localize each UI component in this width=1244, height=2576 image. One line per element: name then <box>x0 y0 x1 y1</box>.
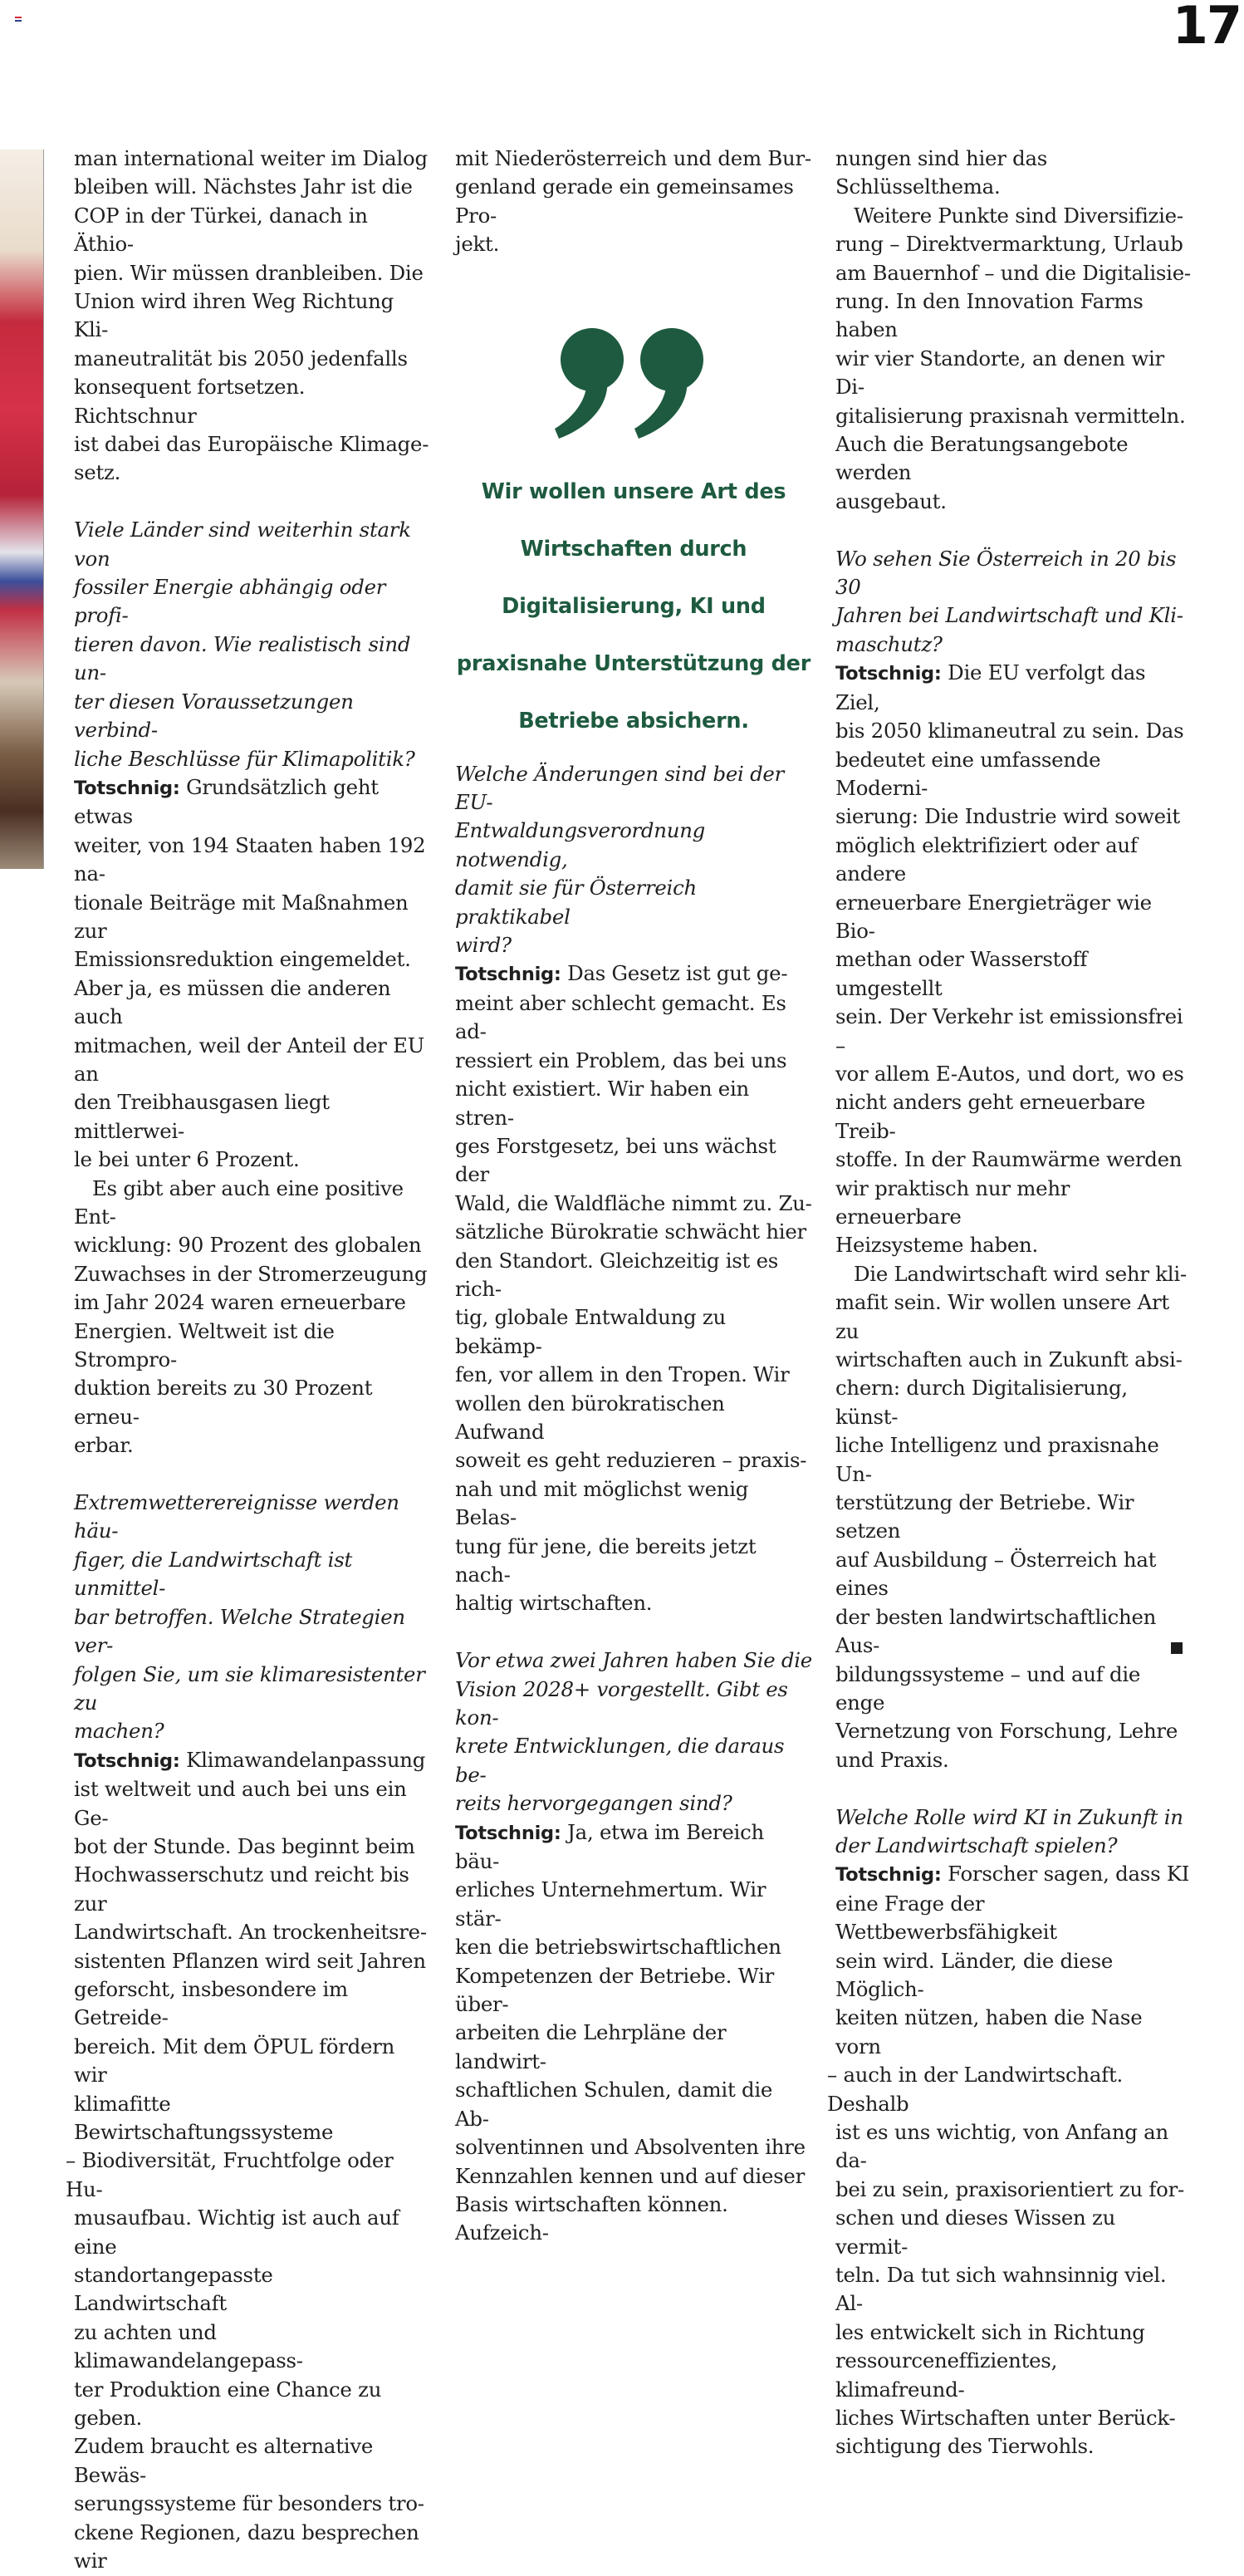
text-line: klimafitte Bewirtschaftungssysteme <box>74 2091 334 2144</box>
text-line: ressourceneffizientes, klimafreund- <box>835 2348 1058 2402</box>
text-line: krete Entwicklungen, die daraus be- <box>455 1734 785 1787</box>
text-line: weiter, von 194 Staaten haben 192 na- <box>74 832 426 886</box>
text-line: am Bauernhof – und die Digitalisie- <box>835 260 1191 285</box>
text-line: jekt. <box>455 232 500 257</box>
text-line: fen, vor allem in den Tropen. Wir <box>455 1362 790 1387</box>
text-line: tig, globale Entwaldung zu bekämp- <box>455 1305 726 1358</box>
text-line: Union wird ihren Weg Richtung Kli- <box>74 289 394 342</box>
text-line: Jahren bei Landwirtschaft und Kli- <box>835 603 1183 628</box>
text-line: Welche Rolle wird KI in Zukunft in <box>835 1804 1183 1829</box>
text-line: les entwickelt sich in Richtung <box>835 2319 1145 2344</box>
text-line: Basis wirtschaften können. Aufzeich- <box>455 2191 728 2245</box>
text-line: serungssysteme für besonders tro- <box>74 2491 424 2516</box>
text-line: wird? <box>455 933 512 958</box>
text-line: liche Intelligenz und praxisnahe Un- <box>835 1433 1159 1486</box>
text-line: Emissionsreduktion eingemeldet. <box>74 947 411 972</box>
text-line: Kennzahlen kennen und auf dieser <box>455 2163 806 2188</box>
text-line: Zuwachses in der Stromerzeugung <box>74 1261 428 1286</box>
text-line: nah und mit möglichst wenig Belas- <box>455 1476 749 1530</box>
text-line: eine Frage der Wettbewerbsfähigkeit <box>835 1891 1057 1945</box>
answer <box>827 1890 1193 2461</box>
flag-icon <box>15 17 22 22</box>
speaker-label: Totschnig: <box>74 1749 180 1772</box>
text-line: soweit es geht reduzieren – praxis- <box>455 1448 807 1473</box>
text-line: tung für jene, die bereits jetzt nach- <box>455 1533 757 1587</box>
text-line: Aber ja, es müssen die anderen auch <box>74 975 391 1029</box>
text-line: Die Landwirtschaft wird sehr kli- <box>854 1261 1187 1286</box>
text-line: Wo sehen Sie Österreich in 20 bis 30 <box>835 546 1177 600</box>
text-line: liches Wirtschaften unter Berück- <box>835 2406 1176 2431</box>
text-line: setz. <box>74 460 121 485</box>
text-line: Entwaldungsverordnung notwendig, <box>455 818 706 871</box>
paragraph <box>74 1175 431 1460</box>
text-line: Weitere Punkte sind Diversifizie- <box>854 203 1183 228</box>
text-line: bis 2050 klimaneutral zu sein. Das <box>835 719 1184 743</box>
text-line: ckene Regionen, dazu besprechen wir <box>74 2520 419 2574</box>
text-line: solventinnen und Absolventen ihre <box>455 2135 806 2160</box>
text-line: sistenten Pflanzen wird seit Jahren <box>74 1948 426 1973</box>
text-line: bereich. Mit dem ÖPUL fördern wir <box>74 2034 395 2088</box>
text-line: schen und dieses Wissen zu vermit- <box>835 2206 1116 2259</box>
text-line: folgen Sie, um sie klimaresistenter zu <box>74 1661 425 1715</box>
text-line: bleiben will. Nächstes Jahr ist die <box>74 174 413 199</box>
text-line: zu achten und klimawandelangepass- <box>74 2319 303 2373</box>
page-number: 17 <box>1172 0 1241 56</box>
text-line: chern: durch Digitalisierung, künst- <box>835 1376 1128 1429</box>
question <box>835 545 1193 660</box>
text-line: tionale Beiträge mit Maßnahmen zur <box>74 890 409 943</box>
text-line: Betriebe absichern. <box>518 708 749 734</box>
text-line: Es gibt aber auch eine positive Ent- <box>74 1175 404 1229</box>
text-line: ressiert ein Problem, das bei uns <box>455 1048 787 1072</box>
paragraph <box>74 145 431 488</box>
text-line: Welche Änderungen sind bei der EU- <box>455 761 785 815</box>
text-line: Energien. Weltweit ist die Strompro- <box>74 1318 335 1372</box>
text-line: Viele Länder sind weiterhin stark von <box>74 518 411 571</box>
text-line: maschutz? <box>835 631 943 656</box>
answer <box>455 989 812 1618</box>
text-line: möglich elektrifiziert oder auf andere <box>835 832 1138 886</box>
answer-lead: Totschnig: Grundsätzlich geht etwas <box>74 774 379 829</box>
text-line: damit sie für Österreich praktikabel <box>455 876 697 929</box>
text-line: wollen den bürokratischen Aufwand <box>455 1391 725 1444</box>
text-line: wir vier Standorte, an denen wir Di- <box>835 346 1164 400</box>
text-line: Vor etwa zwei Jahren haben Sie die <box>455 1648 812 1673</box>
cropped-photo <box>0 150 44 869</box>
text-line: meint aber schlecht gemacht. Es ad- <box>455 990 786 1044</box>
answer-lead: Totschnig: Die EU verfolgt das Ziel, <box>835 660 1146 714</box>
text-line: methan oder Wasserstoff umgestellt <box>835 947 1088 1000</box>
text-line: arbeiten die Lehrpläne der landwirt- <box>455 2020 727 2073</box>
pull-quote <box>455 464 812 750</box>
speaker-label: Totschnig: <box>455 964 561 986</box>
text-line: Hochwasserschutz und reicht bis zur <box>74 1862 409 1916</box>
text-line: le bei unter 6 Prozent. <box>74 1147 300 1172</box>
article-end-mark <box>1171 1642 1183 1654</box>
text-line: sierung: Die Industrie wird soweit <box>835 804 1180 829</box>
text-line: erneuerbare Energieträger wie Bio- <box>835 890 1152 943</box>
text-line: mitmachen, weil der Anteil der EU an <box>74 1033 425 1086</box>
text-line: liche Beschlüsse für Klimapolitik? <box>74 746 415 771</box>
text-line: fossiler Energie abhängig oder profi- <box>74 575 386 628</box>
text-line: den Treibhausgasen liegt mittlerwei- <box>74 1090 330 1143</box>
text-line: wirtschaften auch in Zukunft absi- <box>835 1347 1183 1372</box>
text-line: pien. Wir müssen dranbleiben. Die <box>74 260 424 285</box>
column-2 <box>455 145 812 2248</box>
speaker-label: Totschnig: <box>835 663 942 685</box>
text-line: machen? <box>74 1719 164 1744</box>
text-line: wicklung: 90 Prozent des globalen <box>74 1233 422 1258</box>
text-line: ausgebaut. <box>835 488 947 513</box>
answer-lead: Totschnig: Ja, etwa im Bereich bäu- <box>455 1819 764 1874</box>
question <box>835 1803 1193 1861</box>
text-line: man international weiter im Dialog <box>74 146 428 170</box>
text-line: rung – Direktvermarktung, Urlaub <box>835 232 1183 257</box>
text-line: nicht anders geht erneuerbare Treib- <box>835 1090 1146 1143</box>
text-line: COP in der Türkei, danach in Äthio- <box>74 203 368 257</box>
text-line: genland gerade ein gemeinsames Pro- <box>455 174 794 228</box>
text-line: bar betroffen. Welche Strategien ver- <box>74 1604 405 1658</box>
text-line: sichtigung des Tierwohls. <box>835 2434 1095 2459</box>
text-line: mit Niederösterreich und dem Bur- <box>455 146 811 170</box>
text-line: geforscht, insbesondere im Getreide- <box>74 1976 348 2030</box>
text-line: ist weltweit und auch bei uns ein Ge- <box>74 1777 407 1830</box>
text-line: Wirtschaften durch <box>520 536 747 562</box>
question <box>455 760 812 960</box>
text-line: maneutralität bis 2050 jedenfalls <box>74 346 408 370</box>
text-line: Zudem braucht es alternative Bewäs- <box>74 2434 374 2487</box>
text-line: sein. Der Verkehr ist emissionsfrei – <box>835 1004 1183 1057</box>
text-line: musaufbau. Wichtig ist auch auf eine <box>74 2206 399 2259</box>
text-line: figer, die Landwirtschaft ist unmittel- <box>74 1547 353 1601</box>
text-line: den Standort. Gleichzeitig ist es rich- <box>455 1248 779 1301</box>
text-line: sein wird. Länder, die diese Möglich- <box>835 1948 1114 2001</box>
text-line: tieren davon. Wie realistisch sind un- <box>74 631 411 685</box>
text-line: ges Forstgesetz, bei uns wächst der <box>455 1133 776 1187</box>
quote-mark-icon <box>555 322 713 439</box>
text-line: Kompetenzen der Betriebe. Wir über- <box>455 1963 775 2017</box>
text-line: – auch in der Landwirtschaft. Deshalb <box>827 2063 1124 2116</box>
text-line: Auch die Beratungsangebote werden <box>835 432 1129 485</box>
text-line: terstützung der Betriebe. Wir setzen <box>835 1490 1134 1543</box>
text-line: stoffe. In der Raumwärme werden <box>835 1147 1183 1172</box>
text-line: reits hervorgegangen sind? <box>455 1791 732 1816</box>
text-line: ter Produktion eine Chance zu geben. <box>74 2377 382 2431</box>
paragraph <box>835 202 1193 516</box>
speaker-label: Totschnig: <box>835 1864 942 1887</box>
question <box>455 1646 812 1818</box>
text-line: rung. In den Innovation Farms haben <box>835 289 1144 342</box>
text-line: Extremwetterereignisse werden häu- <box>74 1490 399 1543</box>
text-line: Wald, die Waldfläche nimmt zu. Zu- <box>455 1190 812 1215</box>
text-line: Wir wollen unsere Art des <box>481 478 786 504</box>
text-line: der besten landwirtschaftlichen Aus- <box>835 1604 1157 1658</box>
text-line: Vision 2028+ vorgestellt. Gibt es kon- <box>455 1676 788 1730</box>
text-line: ter diesen Voraussetzungen verbind- <box>74 689 354 743</box>
text-line: ken die betriebswirtschaftlichen <box>455 1935 781 1960</box>
answer-lead: Totschnig: Klimawandelanpassung <box>74 1747 426 1772</box>
text-line: auf Ausbildung – Österreich hat eines <box>835 1547 1157 1601</box>
text-line: bot der Stunde. Das beginnt beim <box>74 1833 415 1858</box>
text-line: Heizsysteme haben. <box>835 1233 1038 1258</box>
text-line: im Jahr 2024 waren erneuerbare <box>74 1290 406 1315</box>
text-line: – Biodiversität, Fruchtfolge oder Hu- <box>66 2148 394 2201</box>
text-line: Landwirtschaft. An trockenheitsre- <box>74 1920 427 1945</box>
question <box>74 516 431 773</box>
paragraph <box>835 145 1193 202</box>
text-line: Digitalisierung, KI und <box>502 593 766 619</box>
text-line: duktion bereits zu 30 Prozent erneu- <box>74 1376 373 1429</box>
text-line: bildungssysteme – und auf die enge <box>835 1661 1141 1715</box>
paragraph <box>455 145 812 259</box>
text-line: Vernetzung von Forschung, Lehre <box>835 1719 1178 1744</box>
text-line: erbar. <box>74 1433 134 1458</box>
text-line: standortangepasste Landwirtschaft <box>74 2263 273 2316</box>
text-line: ist dabei das Europäische Klimage- <box>74 432 429 457</box>
paragraph <box>835 1260 1193 1774</box>
speaker-label: Totschnig: <box>455 1822 561 1844</box>
text-line: ist es uns wichtig, von Anfang an da- <box>835 2120 1168 2173</box>
text-line: der Landwirtschaft spielen? <box>835 1833 1118 1857</box>
answer <box>66 1775 431 2575</box>
text-line: konsequent fortsetzen. Richtschnur <box>74 375 306 428</box>
text-line: mafit sein. Wir wollen unsere Art zu <box>835 1290 1169 1343</box>
answer <box>74 832 431 1175</box>
text-line: haltig wirtschaften. <box>455 1591 653 1616</box>
text-line: bei zu sein, praxisorientiert zu for- <box>835 2176 1184 2201</box>
text-line: sätzliche Bürokratie schwächt hier <box>455 1219 806 1244</box>
text-line: teln. Da tut sich wahnsinnig viel. Al- <box>835 2263 1167 2316</box>
text-line: keiten nützen, haben die Nase vorn <box>835 2005 1143 2058</box>
answer-lead: Totschnig: Das Gesetz ist gut ge- <box>455 961 788 986</box>
text-line: nicht existiert. Wir haben ein stren- <box>455 1077 750 1130</box>
answer <box>455 1876 812 2247</box>
text-line: nungen sind hier das Schlüsselthema. <box>835 146 1048 199</box>
text-line: schaftlichen Schulen, damit die Ab- <box>455 2078 773 2131</box>
text-line: praxisnahe Unterstützung der <box>456 650 811 676</box>
answer-lead: Totschnig: Forscher sagen, dass KI <box>835 1862 1190 1887</box>
text-line: erliches Unternehmertum. Wir stär- <box>455 1877 766 1931</box>
text-line: wir praktisch nur mehr erneuerbare <box>835 1175 1070 1229</box>
text-line: gitalisierung praxisnah vermitteln. <box>835 403 1186 428</box>
question <box>74 1489 431 1746</box>
speaker-label: Totschnig: <box>74 777 180 799</box>
text-line: und Praxis. <box>835 1747 949 1772</box>
answer <box>835 717 1193 1260</box>
column-3 <box>827 145 1193 2461</box>
column-1 <box>66 145 431 2576</box>
text-line: bedeutet eine umfassende Moderni- <box>835 747 1101 800</box>
text-line: vor allem E-Autos, und dort, wo es <box>835 1061 1184 1086</box>
